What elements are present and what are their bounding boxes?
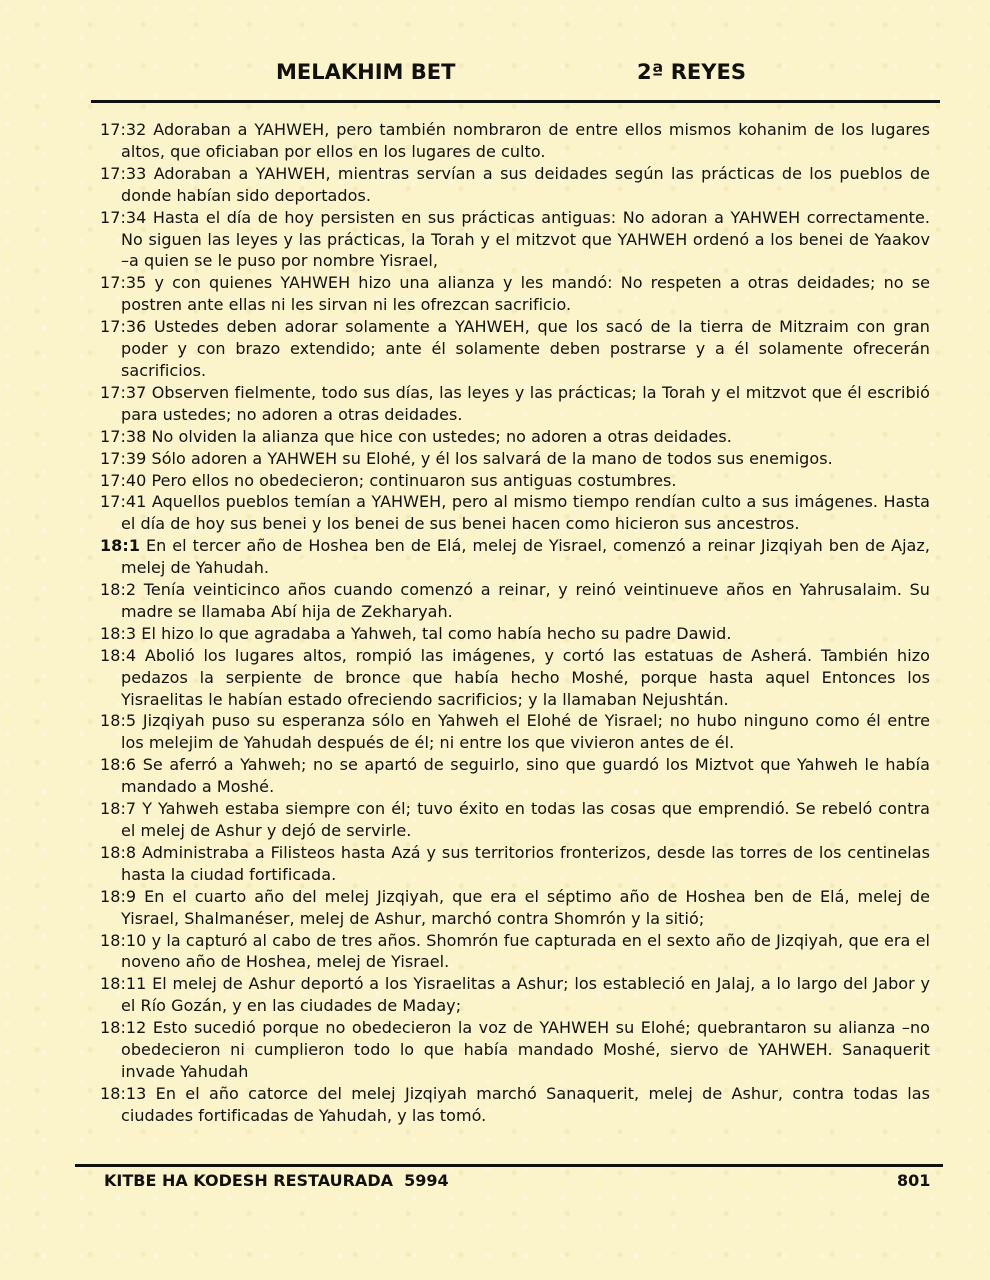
page-footer (0, 1171, 990, 1195)
verse (100, 842, 930, 886)
verse (100, 579, 930, 623)
verse (100, 382, 930, 426)
verse (100, 491, 930, 535)
verse-reference: 18:1 (100, 536, 140, 556)
verse-reference: 18:4 (100, 645, 137, 665)
verse-text: Adoraban a YAHWEH, pero también nombraron de entre ellos mismos kohanim de los lugares altos, que oficiaban por ellos en los lugares de culto. (121, 120, 930, 161)
verse-reference: 18:9 (100, 886, 137, 906)
verse (100, 973, 930, 1017)
verse-text: Pero ellos no obedecieron; continuaron sus antiguas costumbres. (151, 470, 677, 490)
page-header (0, 60, 990, 90)
verse (100, 470, 930, 492)
verse (100, 623, 930, 645)
verse-reference: 18:2 (100, 580, 137, 600)
verse-text: El melej de Ashur deportó a los Yisraelitas a Ashur; los estableció en Jalaj, a lo largo del Jabor y el Río Gozán, y en las ciudades de Maday; (121, 974, 931, 1016)
verse-reference: 17:36 (100, 317, 147, 337)
verse-text: Se aferró a Yahweh; no se apartó de seguirlo, sino que guardó los Miztvot que Yahweh le había mandado a Moshé. (121, 755, 930, 797)
verse (100, 207, 930, 273)
book-title: MELAKHIM BET (276, 60, 456, 84)
verse-text: No olviden la alianza que hice con ustedes; no adoren a otras deidades. (151, 426, 732, 446)
verse-text: El hizo lo que agradaba a Yahweh, tal como había hecho su padre Dawid. (141, 623, 732, 643)
verse-text: Adoraban a YAHWEH, mientras servían a sus deidades según las prácticas de los pueblos de donde habían sido deportados. (121, 163, 930, 205)
verse-text: En el tercer año de Hoshea ben de Elá, melej de Yisrael, comenzó a reinar Jizqiyah ben de Ajaz, melej de Yahudah. (121, 536, 931, 578)
verse-text: Ustedes deben adorar solamente a YAHWEH, que los sacó de la tierra de Mitzraim con gran poder y con brazo extendido; ante él solamente deben postrarse y a él solamente ofrecerán sacrificios. (121, 317, 930, 380)
verse-text: Tenía veinticinco años cuando comenzó a reinar, y reinó veintinueve años en Yahrusalaim. Su madre se llamaba Abí hija de Zekharyah. (121, 580, 930, 621)
verse (100, 119, 930, 163)
verse-reference: 18:5 (100, 711, 137, 731)
verse-text: Administraba a Filisteos hasta Azá y sus territorios fronterizos, desde las torres de los centinelas hasta la ciudad fortificada. (121, 842, 930, 884)
verse-reference: 18:7 (100, 799, 137, 819)
header-rule (91, 100, 940, 103)
verse-text: En el cuarto año del melej Jizqiyah, que era el séptimo año de Hoshea ben de Elá, melej de Yisrael, Shalmanéser, melej de Ashur, marchó contra Shomrón y la sitió; (121, 886, 930, 928)
verse-reference: 18:6 (100, 755, 137, 775)
verse-reference: 17:34 (100, 207, 147, 227)
footer-rule (75, 1164, 943, 1167)
verse-reference: 17:39 (100, 448, 147, 468)
verse (100, 754, 930, 798)
page-number: 801 (897, 1171, 931, 1190)
verse-reference: 17:40 (100, 470, 147, 490)
verse-text: En el año catorce del melej Jizqiyah marchó Sanaquerit, melej de Ashur, contra todas las ciudades fortificadas de Yahudah, y las tomó. (121, 1083, 930, 1125)
verse-reference: 17:35 (100, 273, 147, 293)
verse-reference: 17:41 (100, 492, 147, 512)
verse (100, 1083, 930, 1127)
verse (100, 645, 930, 711)
verse-text: y con quienes YAHWEH hizo una alianza y les mandó: No respeten a otras deidades; no se postren ante ellas ni les sirvan ni les ofrezcan sacrificio. (121, 273, 930, 315)
verse (100, 272, 930, 316)
verse-reference: 18:11 (100, 974, 147, 994)
verse-text: Esto sucedió porque no obedecieron la voz de YAHWEH su Elohé; quebrantaron su alianza –no obedecieron ni cumplieron todo lo que había mandado Moshé, siervo de YAHWEH. Sanaquerit invade Yahudah (121, 1018, 931, 1081)
verse (100, 316, 930, 382)
verse-reference: 18:10 (100, 930, 147, 950)
verse (100, 886, 930, 930)
verse-reference: 18:12 (100, 1018, 147, 1038)
verse-text: Jizqiyah puso su esperanza sólo en Yahweh el Elohé de Yisrael; no hubo ninguno como él entre los melejim de Yahudah después de él; ni entre los que vivieron antes de él. (121, 711, 930, 753)
verse-text: Y Yahweh estaba siempre con él; tuvo éxito en todas las cosas que emprendió. Se rebeló contra el melej de Ashur y dejó de servirle. (121, 799, 930, 840)
verse (100, 930, 930, 974)
verse-list (100, 119, 930, 1127)
verse (100, 535, 930, 579)
verse-text: Aquellos pueblos temían a YAHWEH, pero al mismo tiempo rendían culto a sus imágenes. Hasta el día de hoy sus benei y los benei de sus benei hacen como hicieron sus ancestros. (121, 492, 931, 534)
verse (100, 448, 930, 470)
verse (100, 710, 930, 754)
verse-reference: 18:13 (100, 1083, 147, 1103)
verse-reference: 17:32 (100, 120, 147, 139)
verse-text: Sólo adoren a YAHWEH su Elohé, y él los salvará de la mano de todos sus enemigos. (151, 448, 833, 468)
verse (100, 798, 930, 842)
book-name: 2ª REYES (637, 60, 746, 84)
footer-title: KITBE HA KODESH RESTAURADA 5994 (104, 1171, 449, 1190)
verse-reference: 18:3 (100, 623, 137, 643)
verse-reference: 18:8 (100, 842, 137, 862)
verse-reference: 17:38 (100, 426, 147, 446)
verse-text: y la capturó al cabo de tres años. Shomrón fue capturada en el sexto año de Jizqiyah, que era el noveno año de Hoshea, melej de Yisrael. (121, 930, 930, 972)
verse (100, 426, 930, 448)
verse-text: Observen fielmente, todo sus días, las leyes y las prácticas; la Torah y el mitzvot que él escribió para ustedes; no adoren a otras deidades. (121, 382, 930, 424)
verse-text: Abolió los lugares altos, rompió las imágenes, y cortó las estatuas de Asherá. También hizo pedazos la serpiente de bronce que había hecho Moshé, porque hasta aquel Entonces los Yisraelitas le habían estado ofreciendo sacrificios; y la llamaban Nejushtán. (121, 645, 930, 709)
verse-reference: 17:37 (100, 382, 147, 402)
verse (100, 1017, 930, 1083)
verse (100, 163, 930, 207)
verse-text: Hasta el día de hoy persisten en sus prácticas antiguas: No adoran a YAHWEH correctamente. No siguen las leyes y las prácticas, la Torah y el mitzvot que YAHWEH ordenó a los benei de Yaakov –a quien se le puso por nombre Yisrael, (121, 207, 931, 271)
verse-reference: 17:33 (100, 163, 147, 183)
